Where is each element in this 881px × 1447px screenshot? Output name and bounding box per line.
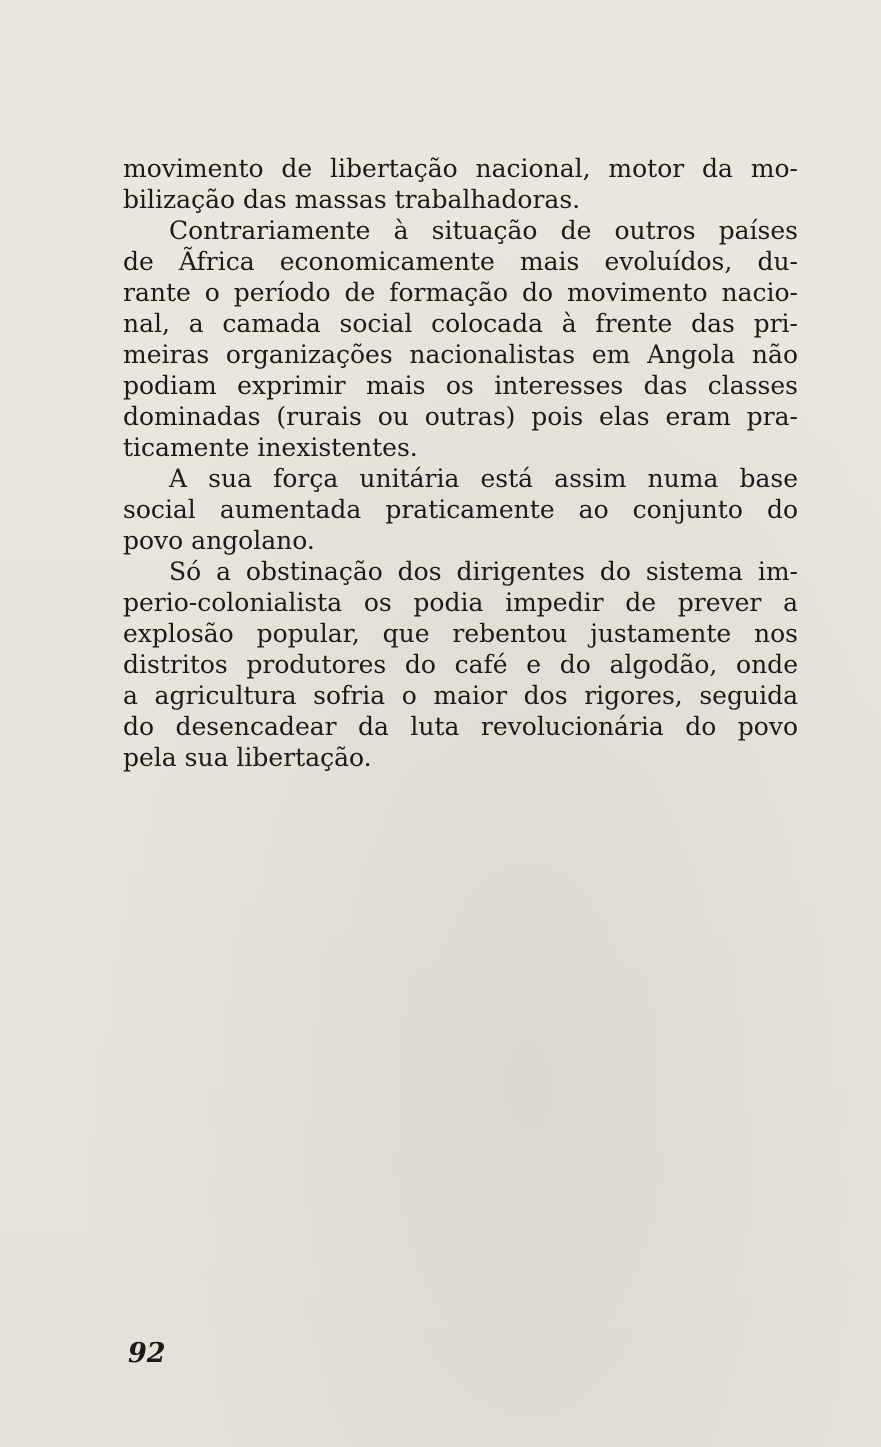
body-text: [123, 153, 798, 773]
text-line: nal, a camada social colocada à frente das pri-: [123, 309, 798, 338]
text-line: Contrariamente à situação de outros países: [169, 216, 798, 245]
text-line: a agricultura sofria o maior dos rigores, seguida: [123, 681, 798, 710]
text-line: perio-colonialista os podia impedir de prever a: [123, 588, 798, 617]
text-line: do desencadear da luta revolucionária do povo: [123, 712, 798, 741]
text-line: meiras organizações nacionalistas em Angola não: [123, 340, 798, 369]
text-line: explosão popular, que rebentou justamente nos: [123, 619, 798, 648]
text-line: Só a obstinação dos dirigentes do sistema im-: [169, 557, 798, 586]
page-number: 92: [128, 1338, 166, 1369]
text-line: bilização das massas trabalhadoras.: [123, 185, 581, 214]
text-line: podiam exprimir mais os interesses das classes: [123, 371, 798, 400]
text-line: pela sua libertação.: [123, 743, 372, 772]
text-line: dominadas (rurais ou outras) pois elas eram pra-: [123, 402, 798, 431]
text-line: rante o período de formação do movimento nacio-: [123, 278, 798, 307]
text-line: movimento de libertação nacional, motor da mo-: [123, 154, 798, 183]
text-line: social aumentada praticamente ao conjunto do: [123, 495, 798, 524]
text-line: povo angolano.: [123, 526, 315, 555]
text-line: de Ãfrica economicamente mais evoluídos, du-: [123, 247, 798, 276]
text-line: distritos produtores do café e do algodão, onde: [123, 650, 798, 679]
text-line: A sua força unitária está assim numa base: [169, 464, 798, 493]
text-line: ticamente inexistentes.: [123, 433, 418, 462]
